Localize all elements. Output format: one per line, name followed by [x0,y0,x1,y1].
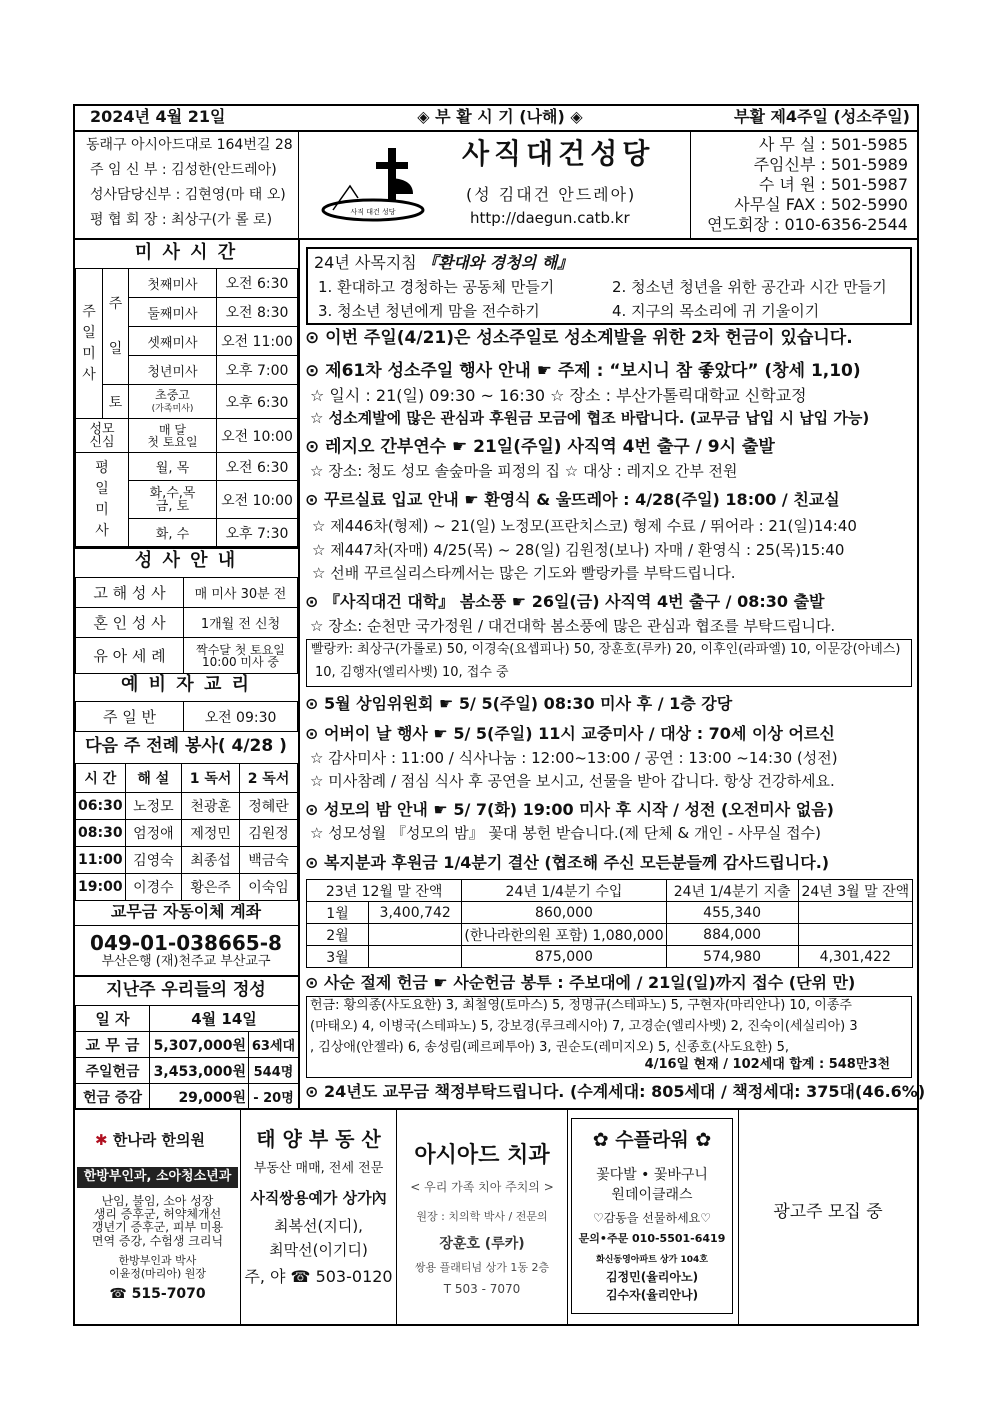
ad-flower-items: 꽃다발 • 꽃바구니 [596,1167,708,1183]
notice-cursillo-prayer: ☆ 선배 꾸르실리스타께서는 많은 기도와 빨랑카를 부탁드립니다. [312,564,736,582]
church-patron: (성 김대건 안드레아) [466,185,637,204]
catechumen-table: 주 일 반 오전 09:30 [75,701,298,732]
transfer-title: 교무금 자동이체 계좌 [110,902,262,921]
ad-taeyang-agent-2: 최막선(이기디) [269,1241,368,1259]
ad-dental-director-title: 원장 : 치의학 박사 / 전문의 [416,1210,548,1223]
ad-hanara-phone: ☎ 515-7070 [109,1286,206,1302]
ad-taeyang-location: 사직쌍용예가 상가內 [250,1189,387,1207]
ad-flower-class: 원데이클래스 [611,1187,693,1203]
church-name: 사직대건성당 [462,137,655,170]
convent-phone: 수 녀 원 : 501-5987 [758,175,908,194]
mass-schedule-table: 주 일 미 사 주 일 첫째미사 오전 6:30 둘째미사 오전 8:30 셋째미사 오전 11:00 청년미사 오후 7:00 토 초중고 (가족미사) 오후 6:30 성모 신심 매 달 첫 토요일 오전 10:00 평 일 미 사 월, 목 오전 6:30 화,수,목 금, 토 오전 10:00 화, 수 오후 7:30 [75,268,298,547]
svg-text:사직 대건 성당: 사직 대건 성당 [350,208,396,216]
guideline-item-1: 1. 환대하고 경청하는 공동체 만들기 [318,278,555,296]
notice-picnic-place: ☆ 장소: 순천만 국가정원 / 대건대학 봄소풍에 많은 관심과 협조를 부탁드립니다. [310,617,836,635]
palanca-line-2: 10, 김행자(엘리사벳) 10, 접수 중 [315,665,509,680]
council-president-line: 평 협 회 장 : 최상구(가 롤 로) [90,212,273,228]
notice-legio: ⊙ 레지오 간부연수 ☛ 21일(주일) 사직역 4번 출구 / 9시 출발 [305,437,775,457]
notice-parents-day: ⊙ 어버이 날 행사 ☛ 5/ 5(주일) 11시 교중미사 / 대상 : 70세 이상 어르신 [305,724,835,743]
transfer-account: 049-01-038665-8 [90,931,282,955]
transfer-bank: 부산은행 (재)천주교 부산교구 [101,954,271,969]
mass-title: 미 사 시 간 [134,242,238,263]
ad-taeyang-service: 부동산 매매, 전세 전문 [253,1161,384,1176]
ad-dental-director: 장훈호 (루카) [439,1236,525,1252]
notice-vocation-event: ⊙ 제61차 성소주일 행사 안내 ☛ 주제 : “보시니 참 좋았다” (창세 1,10) [305,361,861,381]
ad-dental-name: 아시아드 치과 [414,1143,550,1168]
sacrament-title: 성 사 안 내 [134,550,238,571]
pastor-line: 주 임 신 부 : 김성한(안드레아) [90,162,277,178]
guideline-item-2: 2. 청소년 청년을 위한 공간과 시간 만들기 [612,278,887,296]
sacrament-table: 고 해 성 사 매 미사 30분 전 혼 인 성 사 1개월 전 신청 유 아 세 례 짝수달 첫 토요일 10:00 미사 중 [75,577,298,674]
service-title: 다음 주 전례 봉사( 4/28 ) [85,736,287,756]
sunday-name: 부활 제4주일 (성소주일) [733,107,910,126]
notice-marian-night: ⊙ 성모의 밤 안내 ☛ 5/ 7(화) 19:00 미사 후 시작 / 성전 (오전미사 없음) [305,800,834,819]
ad-flower-slogan: ♡감동을 선물하세요♡ [592,1211,712,1225]
offering-title: 지난주 우리들의 정성 [106,980,266,1000]
ad-hanara-director: 한방부인과 박사 이윤정(마리아) 원장 [108,1254,207,1281]
notice-cursillo: ⊙ 꾸르실료 입교 안내 ☛ 환영식 & 울뜨레아 : 4/28(주일) 18:00 / 친교실 [305,490,840,509]
lent-donors-line-2: (마태오) 4, 이병국(스테파노) 5, 강보경(루크레시아) 7, 고경순(엘리사벳) 2, 진숙이(세실리아) 3 [310,1019,858,1034]
lent-donors-line-3: , 김상애(안젤라) 6, 송성림(페르페투아) 3, 권순도(레미지오) 5, 신종호(사도요한) 5, [310,1040,790,1055]
ad-flower-owner-2: 김수자(율리안나) [605,1288,699,1302]
lent-donors-line-1: 헌금: 황의종(사도요한) 3, 최철영(토마스) 5, 정명규(스테파노) 5, 구현자(마리안나) 10, 이종주 [310,998,852,1013]
catechumen-title: 예 비 자 교 리 [120,674,251,695]
offering-table: 일 자 4월 14일 교 무 금 5,307,000원 63세대 주일헌금 3,453,000원 544명 헌금 증감 29,000원 - 20명 [75,1005,299,1110]
ad-flower-owner-1: 김정민(율리아노) [605,1270,699,1284]
hanara-flower-icon: ✱ [95,1131,108,1149]
ad-flower-address: 화신동영아파트 상가 104호 [596,1255,708,1265]
guideline-header: 24년 사목지침 『환대와 경청의 해』 [314,253,574,272]
notice-welfare: ⊙ 복지분과 후원금 1/4분기 결산 (협조해 주신 모든분들께 감사드립니다.) [305,853,830,872]
ad-flower-phone: 문의•주문 010-5501-6419 [578,1232,726,1245]
ad-recruiting: 광고주 모집 중 [773,1202,883,1222]
bulletin-date: 2024년 4월 21일 [90,107,226,126]
notice-marian-flower: ☆ 성모성월 『성모의 밤』 꽃대 봉헌 받습니다.(제 단체 & 개인 - 사무실 접수) [310,824,821,842]
guideline-item-4: 4. 지구의 목소리에 귀 기울이기 [612,302,820,320]
ad-dental-slogan: < 우리 가족 치아 주치의 > [410,1180,554,1194]
lent-total: 4/16일 현재 / 102세대 합계 : 548만3천 [644,1057,890,1072]
ad-taeyang-name: 태 양 부 동 산 [256,1127,381,1151]
ad-taeyang-phone: 주, 야 ☎ 503-0120 [244,1267,393,1286]
notice-parents-detail: ☆ 미사참례 / 점심 식사 후 공연을 보시고, 선물을 받아 갑니다. 항상 건강하세요. [310,772,835,790]
notice-standing-committee: ⊙ 5월 상임위원회 ☛ 5/ 5(주일) 08:30 미사 후 / 1층 강당 [305,694,733,713]
liturgical-season: ◈ 부 활 시 기 (나해) ◈ [417,107,583,126]
ad-hanara-services: 난임, 불임, 소아 성장 생리 증후군, 허약체개선 갱년기 증후군, 피부 미용 면역 증강, 수험생 크리닉 [91,1194,224,1248]
office-phone: 사 무 실 : 501-5985 [758,135,908,154]
guideline-item-3: 3. 청소년 청년에게 맘을 전수하기 [318,302,540,320]
ad-dental-address: 쌍용 플래티넘 상가 1동 2층 [414,1261,550,1274]
yeondo-phone: 연도회장 : 010-6356-2544 [707,215,908,234]
assistant-priest-line: 성사담당신부 : 김현영(마 태 오) [90,187,286,203]
welfare-table: 23년 12월 말 잔액 24년 1/4분기 수입 24년 1/4분기 지출 24년 3월 말 잔액 1월 3,400,742 860,000 455,340 2월 (한나라한의원 포함) 1,080,000 884,000 3월 875,000 574,980 4,301,422 [306,879,913,968]
ad-hanara-specialty: 한방부인과, 소아청소년과 [77,1167,238,1188]
notice-parents-schedule: ☆ 감사미사 : 11:00 / 식사나눔 : 12:00~13:00 / 공연 : 13:00 ~14:30 (성전) [310,749,838,767]
ad-hanara-name: ✱ 한나라 한의원 [95,1131,205,1149]
notice-cursillo-447: ☆ 제447차(자매) 4/25(목) ~ 28(일) 김원정(보나) 자매 / 환영식 : 25(목)15:40 [312,541,845,559]
service-table: 시 간 해 설 1 독서 2 독서 06:30 노정모 천광훈 정혜란 08:30 엄정애 제정민 김원정 11:00 김영숙 최종섭 백금숙 19:00 이경수 황은주 이숙임 [75,763,298,901]
notice-tithe: ⊙ 24년도 교무금 책정부탁드립니다. (수계세대: 805세대 / 책정세대: 375대(46.6%) [305,1082,926,1101]
ad-taeyang-agent-1: 최복선(지디), [274,1217,363,1235]
ad-dental-phone: T 503 - 7070 [443,1282,521,1296]
notice-vocation-support: ☆ 성소계발에 많은 관심과 후원금 모금에 협조 바랍니다. (교무금 납입 시 납입 가능) [310,409,870,427]
ad-flower-name: ✿ 수플라워 ✿ [592,1129,712,1151]
church-address: 동래구 아시아드대로 164번길 28 [86,137,293,153]
notice-legio-place: ☆ 장소: 청도 성모 솔숲마을 피정의 집 ☆ 대상 : 레지오 간부 전원 [310,462,738,480]
notice-vocation-time: ☆ 일시 : 21(일) 09:30 ~ 16:30 ☆ 장소 : 부산가톨릭대학교 신학교정 [310,386,807,405]
notice-vocation-offering: ⊙ 이번 주일(4/21)은 성소주일로 성소계발을 위한 2차 헌금이 있습니다. [305,328,853,348]
notice-lent-offering: ⊙ 사순 절제 헌금 ☛ 사순헌금 봉투 : 주보대에 / 21일(일)까지 접수 (단위 만) [305,973,856,992]
notice-university-picnic: ⊙ 『사직대건 대학』 봄소풍 ☛ 26일(금) 사직역 4번 출구 / 08:30 출발 [305,592,825,611]
office-fax: 사무실 FAX : 502-5990 [734,195,908,214]
palanca-line-1: 빨랑카: 최상구(가롤로) 50, 이경숙(요셉피나) 50, 장훈호(루카) 20, 이후인(라파엘) 10, 이문강(아녜스) [311,642,901,657]
pastor-phone: 주임신부 : 501-5989 [753,155,908,174]
notice-cursillo-446: ☆ 제446차(형제) ~ 21(일) 노정모(프란치스코) 형제 수료 / 뛰어라 : 21(일)14:40 [312,517,857,535]
church-url[interactable]: http://daegun.catb.kr [470,209,630,227]
church-logo-icon [318,148,428,228]
